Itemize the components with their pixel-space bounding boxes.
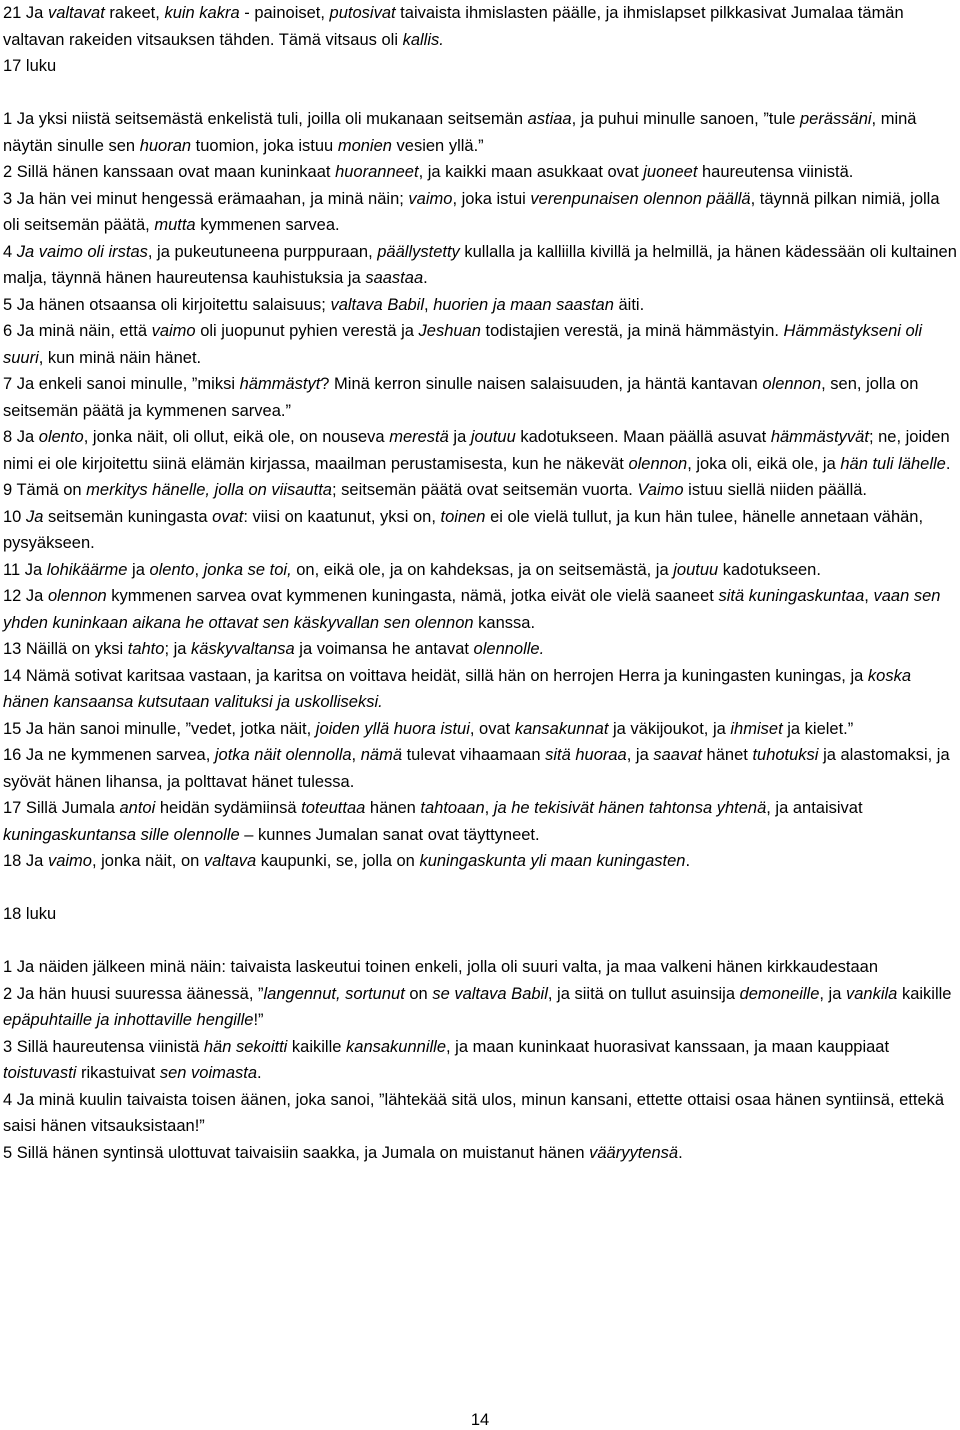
text-run: 7 Ja enkeli sanoi minulle, ”miksi — [3, 375, 240, 393]
verse-paragraph — [3, 239, 958, 292]
text-run: taivaista ihmislasten päälle, ja ihmislapset pilkkasivat Jumalaa tämän valtavan rakeiden vitsauksen tähden. Tämä vitsaus oli — [3, 4, 904, 49]
italic-text: vaimo — [151, 322, 196, 340]
text-run: , — [194, 560, 204, 579]
text-run: kullalla ja kalliilla kivillä ja helmillä, ja hänen kädessään oli kultainen malja, täynnä hänen haureutensa kauhistuksia ja — [3, 242, 957, 287]
italic-text: Jeshuan — [418, 322, 481, 340]
italic-text: jonka se toi, — [203, 560, 292, 579]
italic-text: jotka näit olennolla — [214, 746, 352, 764]
verse-paragraph — [3, 636, 958, 663]
text-run: kadotukseen. — [718, 560, 821, 579]
italic-text: antoi — [119, 799, 156, 817]
verse-paragraph — [3, 583, 958, 636]
italic-text: olento — [38, 428, 84, 446]
italic-text: astiaa — [527, 110, 572, 128]
italic-text: Ja vaimo oli irstas — [16, 242, 148, 261]
verse-paragraph — [3, 106, 958, 159]
verse-paragraph — [3, 0, 958, 53]
text-run: oli juopunut pyhien verestä ja — [195, 322, 419, 340]
verse-paragraph — [3, 1087, 958, 1140]
italic-text: kallis. — [402, 30, 444, 49]
italic-text: valtava — [203, 852, 257, 870]
italic-text: vaimo — [408, 189, 453, 208]
text-run: , — [424, 295, 434, 314]
verse-paragraph — [3, 981, 958, 1034]
italic-text: sen voimasta — [159, 1064, 258, 1082]
text-run: todistajien verestä, ja minä hämmästyin. — [480, 322, 784, 340]
text-run: tulevat vihaamaan — [402, 746, 546, 764]
text-run: , ja — [626, 746, 654, 764]
italic-text: olennolle. — [473, 640, 545, 658]
text-run: , — [351, 746, 361, 764]
chapter-heading — [3, 53, 958, 80]
italic-text: saavat — [653, 746, 702, 764]
italic-text: joutuu — [470, 428, 516, 446]
italic-text: merestä — [389, 428, 449, 446]
italic-text: saastaa — [365, 269, 424, 287]
text-run: 18 Ja — [3, 852, 48, 870]
italic-text: sitä huoraa — [545, 746, 627, 764]
text-run: ja — [127, 560, 150, 579]
text-run: . — [257, 1064, 262, 1082]
text-run: , jonka näit, on — [91, 852, 204, 870]
text-run: rikastuivat — [76, 1064, 160, 1082]
italic-text: kuin kakra — [164, 4, 240, 22]
italic-text: joutuu — [673, 560, 719, 579]
text-run: hänen — [365, 799, 421, 817]
italic-text: olennon — [762, 375, 822, 393]
text-run: 8 Ja — [3, 428, 39, 446]
italic-text: hän tuli lähelle — [840, 454, 946, 473]
italic-text: käskyvaltansa — [191, 640, 295, 658]
italic-text: kuningaskunta yli maan kuningasten — [419, 852, 686, 870]
italic-text: tahto — [127, 640, 165, 658]
document-body — [3, 0, 958, 1166]
text-run: , ja pukeutuneena purppuraan, — [147, 242, 378, 261]
text-run: ja — [448, 428, 471, 446]
verse-paragraph — [3, 292, 958, 319]
text-run: 17 Sillä Jumala — [3, 799, 120, 817]
italic-text: huoranneet — [335, 163, 419, 181]
text-run: kymmenen sarvea ovat kymmenen kuningasta, nämä, jotka eivät ole vielä saaneet — [106, 587, 719, 605]
text-run: 12 Ja — [3, 587, 48, 605]
italic-text: kansakunnille — [346, 1037, 447, 1056]
text-run: 10 — [3, 507, 26, 526]
text-run: !” — [253, 1011, 264, 1029]
text-run: , — [484, 799, 494, 817]
text-run: seitsemän kuningasta — [43, 507, 213, 526]
text-run: , ja — [819, 984, 846, 1003]
italic-text: se valtava Babil — [432, 984, 548, 1003]
text-run: ja voimansa he antavat — [294, 640, 474, 658]
text-run: äiti. — [613, 295, 645, 314]
italic-text: vankila — [846, 984, 898, 1003]
italic-text: toistuvasti — [3, 1064, 77, 1082]
text-run: kadotukseen. Maan päällä asuvat — [515, 428, 771, 446]
text-run: 5 Sillä hänen syntinsä ulottuvat taivaisiin saakka, ja Jumala on muistanut hänen — [3, 1143, 590, 1162]
text-run: 4 — [3, 242, 17, 261]
text-run: 17 luku — [3, 57, 57, 75]
italic-text: demoneille — [739, 984, 820, 1003]
italic-text: putosivat — [329, 4, 396, 22]
text-run: , ja maan kuninkaat huorasivat kanssaan, ja maan kauppiaat — [446, 1037, 890, 1056]
verse-paragraph — [3, 371, 958, 424]
italic-text: sitä kuningaskuntaa — [718, 587, 865, 605]
text-run: 2 Sillä hänen kanssaan ovat maan kuninkaat — [3, 163, 336, 181]
italic-text: vaan sen yhden kuninkaan aikana he ottavat sen käskyvallan sen olennon — [3, 587, 941, 632]
text-run: 16 Ja ne kymmenen sarvea, — [3, 746, 215, 764]
italic-text: tuhotuksi — [752, 746, 819, 764]
italic-text: ihmiset — [730, 719, 783, 738]
text-run: : viisi on kaatunut, yksi on, — [243, 507, 441, 526]
text-run: ja kielet.” — [782, 719, 854, 738]
text-run: hänet — [701, 746, 753, 764]
italic-text: vaimo — [47, 852, 92, 870]
italic-text: vääryytensä — [589, 1143, 679, 1162]
verse-paragraph — [3, 1140, 958, 1167]
text-run: tuomion, joka istuu — [191, 136, 338, 155]
text-run: kymmenen sarvea. — [195, 216, 340, 234]
text-run: rakeet, — [104, 4, 165, 22]
italic-text: toinen — [440, 507, 486, 526]
verse-paragraph — [3, 795, 958, 848]
text-run: , ja puhui minulle sanoen, ”tule — [571, 110, 800, 128]
italic-text: mutta — [154, 216, 196, 234]
text-run: , sen, jolla on seitsemän päätä ja kymmenen sarvea.” — [3, 375, 919, 420]
text-run: , kun minä näin hänet. — [38, 348, 202, 367]
italic-text: langennut, sortunut — [263, 984, 405, 1003]
text-run: 18 luku — [3, 905, 57, 923]
blank-line — [3, 875, 958, 902]
text-run: 15 Ja hän sanoi minulle, ”vedet, jotka näit, — [3, 719, 316, 738]
text-run: – kunnes Jumalan sanat ovat täyttyneet. — [239, 825, 540, 844]
text-run: , — [864, 587, 874, 605]
italic-text: verenpunaisen olennon päällä — [530, 189, 751, 208]
text-run: istuu siellä niiden päällä. — [683, 481, 868, 499]
verse-paragraph — [3, 848, 958, 875]
text-run: haureutensa viinistä. — [697, 163, 854, 181]
text-run: . — [678, 1143, 683, 1162]
italic-text: hämmästyvät — [770, 428, 869, 446]
italic-text: toteuttaa — [301, 799, 366, 817]
verse-paragraph — [3, 557, 958, 584]
text-run: . — [945, 454, 951, 473]
text-run: . — [685, 852, 691, 870]
text-run: , joka oli, eikä ole, ja — [687, 454, 841, 473]
italic-text: Hämmästykseni oli suuri — [3, 322, 923, 367]
text-run: 14 Nämä sotivat karitsaa vastaan, ja karitsa on voittava heidät, sillä hän on herrojen Herra ja kuningasten kuningas, ja — [3, 666, 868, 685]
italic-text: valtava Babil — [330, 295, 425, 314]
italic-text: huoran — [139, 136, 192, 155]
italic-text: nämä — [360, 746, 402, 764]
italic-text: olennon — [47, 587, 107, 605]
page-number: 14 — [470, 1411, 490, 1429]
italic-text: merkitys hänelle, jolla on viisautta — [86, 481, 332, 499]
verse-paragraph — [3, 663, 958, 716]
text-run: ja väkijoukot, ja — [608, 719, 731, 738]
text-run: ei ole vielä tullut, ja kun hän tulee, hänelle annetaan vähän, pysyäkseen. — [3, 507, 924, 552]
italic-text: ovat — [212, 507, 244, 526]
text-run: , minä näytän sinulle sen — [3, 110, 917, 155]
text-run: 13 Näillä on yksi — [3, 640, 128, 658]
text-run: ; ja — [164, 640, 192, 658]
verse-paragraph — [3, 477, 958, 504]
text-run: on — [404, 984, 433, 1003]
italic-text: perässäni — [800, 110, 872, 128]
text-run: ; ne, joiden nimi ei ole kirjoitettu siinä elämän kirjassa, maailman perustamisesta, kun he näkevät — [3, 428, 950, 473]
italic-text: hämmästyt — [239, 375, 321, 393]
text-run: 3 Sillä haureutensa viinistä — [3, 1037, 204, 1056]
text-run: , ja antaisivat — [766, 799, 863, 817]
italic-text: päällystetty — [377, 242, 460, 261]
italic-text: juoneet — [643, 163, 698, 181]
italic-text: lohikäärme — [46, 560, 128, 579]
chapter-heading — [3, 901, 958, 928]
italic-text: Ja — [25, 507, 44, 526]
text-run: , ja kaikki maan asukkaat ovat — [418, 163, 644, 181]
italic-text: epäpuhtaille ja inhottaville hengille — [3, 1011, 254, 1029]
text-run: kaikille — [897, 984, 952, 1003]
italic-text: joiden yllä huora istui — [315, 719, 470, 738]
verse-paragraph — [3, 424, 958, 477]
verse-paragraph — [3, 954, 958, 981]
italic-text: olennon — [628, 454, 688, 473]
text-run: 1 Ja näiden jälkeen minä näin: taivaista laskeutui toinen enkeli, jolla oli suuri valta, ja maa valkeni hänen kirkkaudestaan — [3, 958, 879, 976]
verse-paragraph — [3, 716, 958, 743]
text-run: 2 Ja hän huusi suuressa äänessä, ” — [3, 984, 264, 1003]
text-run: , jonka näit, oli ollut, eikä ole, on nouseva — [83, 428, 390, 446]
italic-text: kansakunnat — [514, 719, 609, 738]
text-run: , täynnä pilkan nimiä, jolla oli seitsemän päätä, — [3, 189, 940, 234]
verse-paragraph — [3, 504, 958, 557]
italic-text: Vaimo — [637, 481, 684, 499]
text-run: 21 Ja — [3, 4, 48, 22]
text-run: , joka istui — [452, 189, 531, 208]
verse-paragraph — [3, 1034, 958, 1087]
text-run: 3 Ja hän vei minut hengessä erämaahan, ja minä näin; — [3, 189, 409, 208]
italic-text: kuningaskuntansa sille olennolle — [3, 825, 240, 844]
text-run: , ovat — [469, 719, 515, 738]
text-run: - painoiset, — [239, 4, 330, 22]
text-run: vesien yllä.” — [391, 136, 484, 155]
italic-text: hän sekoitti — [203, 1037, 288, 1056]
italic-text: valtavat — [47, 4, 105, 22]
italic-text: olento — [149, 560, 195, 579]
verse-paragraph — [3, 742, 958, 795]
verse-paragraph — [3, 186, 958, 239]
text-run: kaupunki, se, jolla on — [256, 852, 420, 870]
text-run: . — [423, 269, 428, 287]
italic-text: ja he tekisivät hänen tahtonsa yhtenä — [493, 799, 767, 817]
text-run: ja alastomaksi, ja syövät hänen lihansa, ja polttavat hänet tulessa. — [3, 746, 950, 791]
italic-text: huorien ja maan saastan — [433, 295, 614, 314]
text-run: ? Minä kerron sinulle naisen salaisuuden, ja häntä kantavan — [320, 375, 763, 393]
italic-text: tahtoaan — [420, 799, 485, 817]
text-run: 9 Tämä on — [3, 481, 87, 499]
text-run: kanssa. — [473, 613, 536, 632]
text-run: 1 Ja yksi niistä seitsemästä enkelistä tuli, joilla oli mukanaan seitsemän — [3, 110, 528, 128]
text-run: 4 Ja minä kuulin taivaista toisen äänen, joka sanoi, ”lähtekää sitä ulos, minun kansani, ettette ottaisi osaa hänen syntiinsä, ettekä saisi hänen vitsauksistaan!” — [3, 1090, 945, 1135]
text-run: , ja siitä on tullut asuinsija — [547, 984, 740, 1003]
text-run: on, eikä ole, ja on kahdeksas, ja on seitsemästä, ja — [291, 560, 674, 579]
italic-text: monien — [337, 136, 392, 155]
verse-paragraph — [3, 159, 958, 186]
text-run: heidän sydämiinsä — [155, 799, 302, 817]
text-run: kaikille — [287, 1037, 347, 1056]
verse-paragraph — [3, 318, 958, 371]
text-run: 6 Ja minä näin, että — [3, 322, 152, 340]
text-run: ; seitsemän päätä ovat seitsemän vuorta. — [331, 481, 638, 499]
text-run: 5 Ja hänen otsaansa oli kirjoitettu salaisuus; — [3, 295, 331, 314]
italic-text: koska hänen kansaansa kutsutaan valituksi ja uskolliseksi. — [3, 666, 912, 711]
text-run: 11 Ja — [3, 560, 47, 579]
